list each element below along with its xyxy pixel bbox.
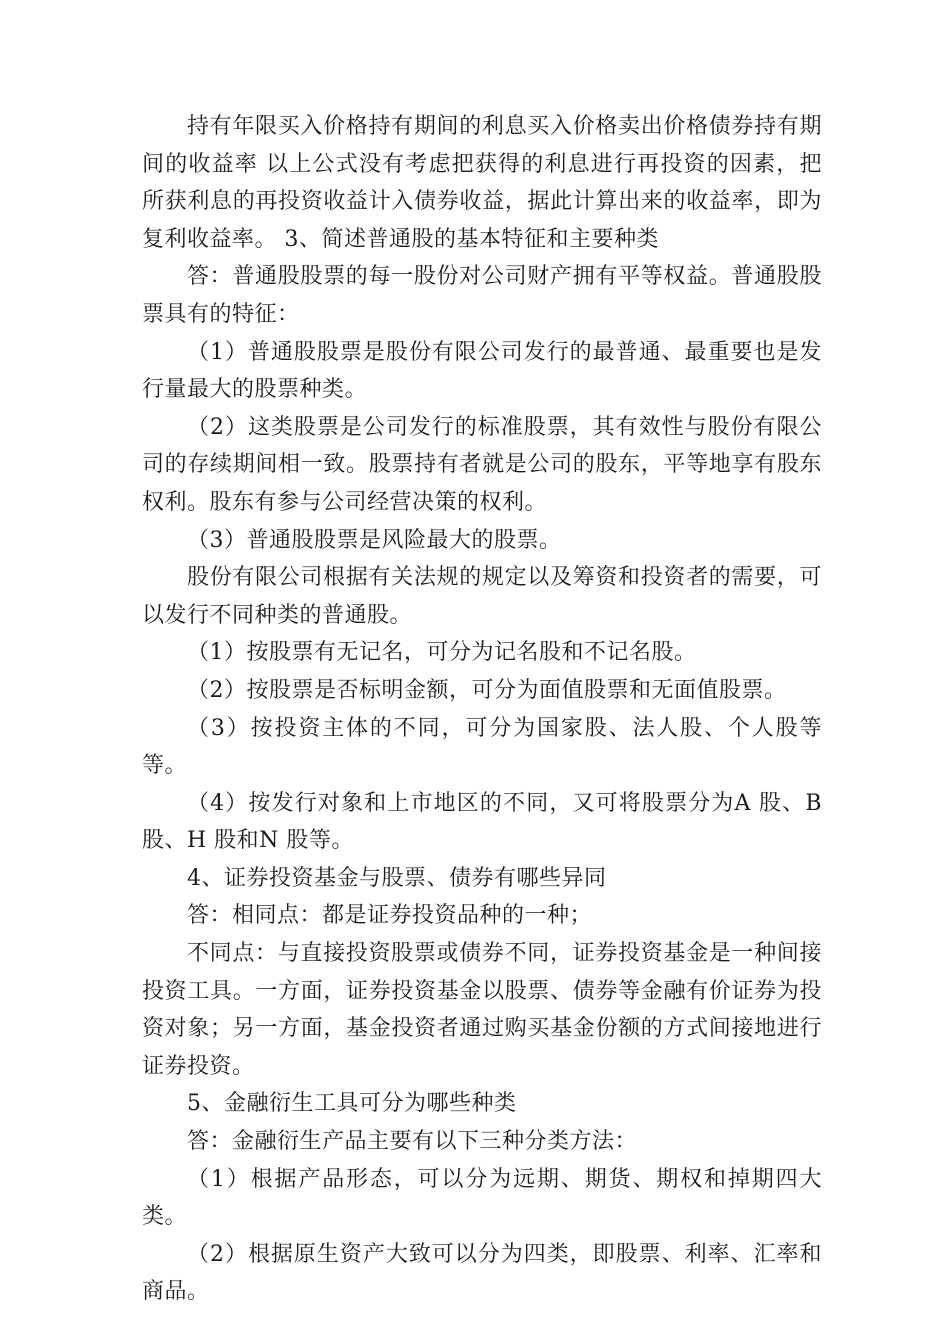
paragraph-feature-1: （1）普通股股票是股份有限公司发行的最普通、最重要也是发行量最大的股票种类。: [142, 339, 822, 403]
paragraph-type-3: （3）按投资主体的不同，可分为国家股、法人股、个人股等等。: [142, 715, 822, 779]
paragraph-yield-formula: 持有年限买入价格持有期间的利息买入价格卖出价格债券持有期间的收益率 以上公式没有考虑把获得的利息进行再投资的因素，把所获利息的再投资收益计入债券收益，据此计算出来的收益率，即为复利收益率。 3、简述普通股的基本特征和主要种类: [142, 114, 822, 252]
paragraph-type-1: （1）按股票有无记名，可分为记名股和不记名股。: [187, 640, 697, 666]
paragraph-derivative-class-2: （2）根据原生资产大致可以分为四类，即股票、利率、汇率和商品。: [142, 1241, 822, 1305]
paragraph-type-4: （4）按发行对象和上市地区的不同，又可将股票分为A 股、B 股、H 股和N 股等。: [142, 790, 822, 854]
paragraph-differences: 不同点：与直接投资股票或债券不同，证券投资基金是一种间接投资工具。一方面，证券投资基金以股票、债券等金融有价证券为投资对象；另一方面，基金投资者通过购买基金份额的方式间接地进行证券投资。: [142, 941, 822, 1079]
paragraph-type-2: （2）按股票是否标明金额，可分为面值股票和无面值股票。: [187, 677, 787, 703]
paragraph-derivative-class-1: （1）根据产品形态，可以分为远期、期货、期权和掉期四大类。: [142, 1166, 822, 1230]
paragraph-derivatives-answer: 答：金融衍生产品主要有以下三种分类方法：: [187, 1129, 638, 1155]
document-body: [142, 108, 822, 1311]
paragraph-answer-common-stock: 答：普通股股票的每一股份对公司财产拥有平等权益。普通股股票具有的特征：: [142, 264, 822, 327]
question-4-heading: 4、证券投资基金与股票、债券有哪些异同: [187, 865, 607, 891]
paragraph-similarities: 答：相同点：都是证券投资品种的一种；: [187, 903, 593, 929]
paragraph-feature-2: （2）这类股票是公司发行的标准股票，其有效性与股份有限公司的存续期间相一致。股票持有者就是公司的股东，平等地享有股东权利。股东有参与公司经营决策的权利。: [142, 414, 822, 515]
paragraph-feature-3: （3）普通股股票是风险最大的股票。: [187, 527, 562, 553]
question-5-heading: 5、金融衍生工具可分为哪些种类: [187, 1091, 517, 1117]
paragraph-stock-types-intro: 股份有限公司根据有关法规的规定以及筹资和投资者的需要，可以发行不同种类的普通股。: [142, 565, 822, 628]
